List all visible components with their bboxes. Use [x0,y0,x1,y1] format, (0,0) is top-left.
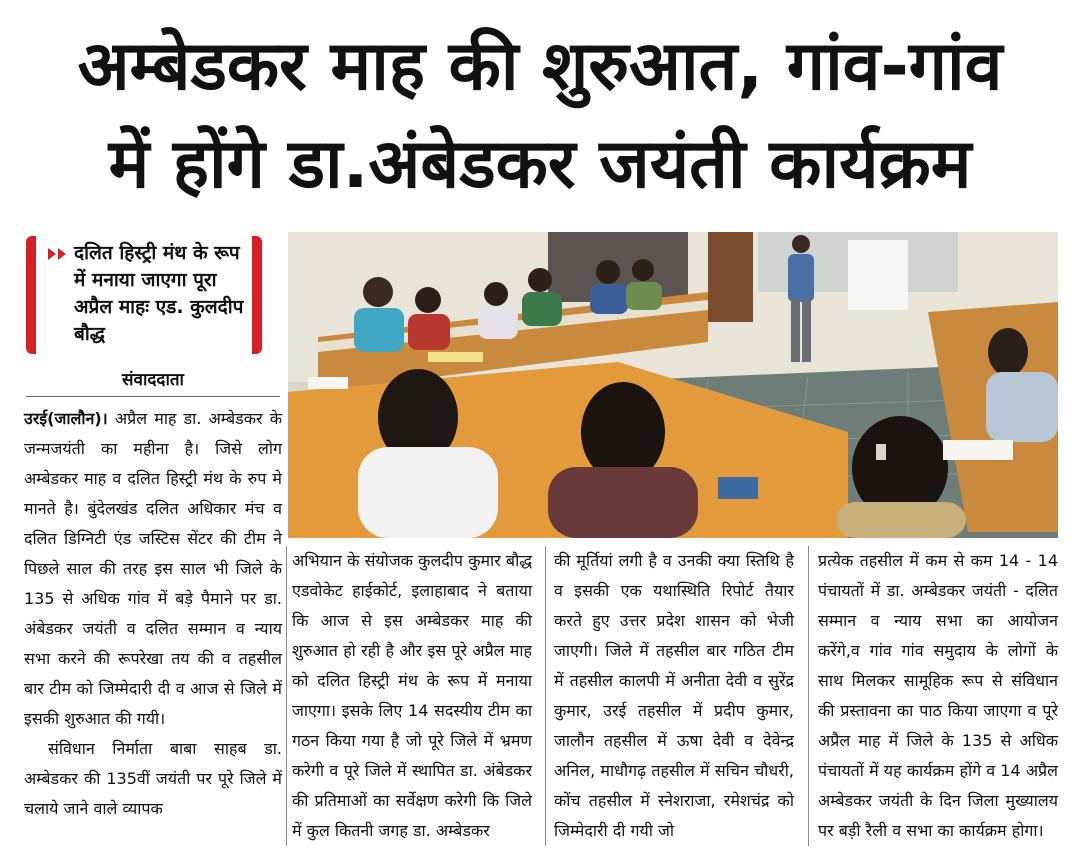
article-column-3 [554,546,794,846]
column-divider [545,546,546,846]
meeting-room-photo [288,232,1058,538]
article-column-3-text: की मूर्तियां लगी है व उनकी क्या स्तिथि है व इसकी एक यथास्थिति रिपोर्ट तैयार करते हुए उत्तर प्रदेश शासन को भेजी जाएगी। जिले में तहसील बार गठित टीम में तहसील कालपी में अनीता देवी व सुरेंद्र कुमार, उरई तहसील में प्रदीप कुमार, जालौन तहसील में ऊषा देवी व देवेन्द्र अनिल, माधौगढ़ तहसील में सचिन चौधरी, कोंच तहसील में स्नेशराजा, रमेशचंद्र को जिम्मेदारी दी गयी जो [554,551,794,840]
dateline: उरई(जालौन)। [24,409,108,428]
article-photo [288,232,1058,538]
article-column-4-text: प्रत्येक तहसील में कम से कम 14 - 14 पंचायतों में डा. अम्बेडकर जयंती - दलित सम्मान व न्याय सभा का आयोजन करेंगे,व गांव गांव समुदाय के लोगों के साथ मिलकर सामूहिक रूप से संविधान की प्रस्तावना का पाठ किया जाएगा व पूरे अप्रैल माह में जिले के 135 से अधिक पंचायतों में यह कार्यक्रम होंगे व 14 अप्रैल अम्बेडकर जयंती के दिन जिला मुख्यालय पर बड़ी रैली व सभा का कार्यक्रम होगा। [818,551,1058,840]
byline-divider [26,396,280,397]
headline-line-2: में होंगे डा.अंबेडकर जयंती कार्यक्रम [108,125,972,204]
kicker-text: दलित हिस्ट्री मंथ के रूप में मनाया जाएगा पूरा अप्रैल माहः एड. कुलदीप बौद्ध [74,242,244,345]
column-divider [286,546,287,846]
article-paragraph-2: संविधान निर्माता बाबा साहब डा. अम्बेडकर की 135वीं जयंती पर पूरे जिले में चलाये जाने वाले व्यापक [24,739,282,818]
byline: संवाददाता [122,370,184,390]
article-column-2 [292,546,532,846]
headline-line-1: अम्बेडकर माह की शुरुआत, गांव-गांव [77,27,1003,106]
kicker-box [26,236,262,354]
article-column-2-text: अभियान के संयोजक कुलदीप कुमार बौद्ध एडवोकेट हाईकोर्ट, इलाहाबाद ने बताया कि आज से इस अम्बेडकर माह की शुरुआत हो रही है और इस पूरे अप्रैल माह को दलित हिस्ट्री मंथ के रूप में मनाया जाएगा। इसके लिए 14 सदस्यीय टीम का गठन किया गया है जो पूरे जिले में भ्रमण करेगी व पूरे जिले में स्थापित डा. अंबेडकर की प्रतिमाओं का सर्वेक्षण करेगी कि जिले में कुल कितनी जगह डा. अम्बेडकर [292,551,532,840]
article-column-4 [818,546,1058,846]
column-divider [808,546,809,846]
article-paragraph-1-text: अप्रैल माह डा. अम्बेडकर के जन्मजयंती का महीना है। जिसे लोग अम्बेडकर माह व दलित हिस्ट्री मंथ के रुप मे मानते है। बुंदेलखंड दलित अधिकार मंच व दलित डिग्निटी एंड जस्टिस सेंटर की टीम ने पिछले साल की तरह इस साल भी जिले के 135 से अधिक गांव में बड़े पैमाने पर डा. अंबेडकर जयंती व दलित सम्मान व न्याय सभा करने की रूपरेखा तय की व तहसील बार टीम को जिम्मेदारी दी व आज से जिले में इसकी शुरुआत की गयी। [24,409,282,728]
article-paragraph-1 [24,404,282,734]
article-column-1 [24,404,282,824]
double-arrow-right-icon [48,246,70,262]
headline [0,18,1080,214]
